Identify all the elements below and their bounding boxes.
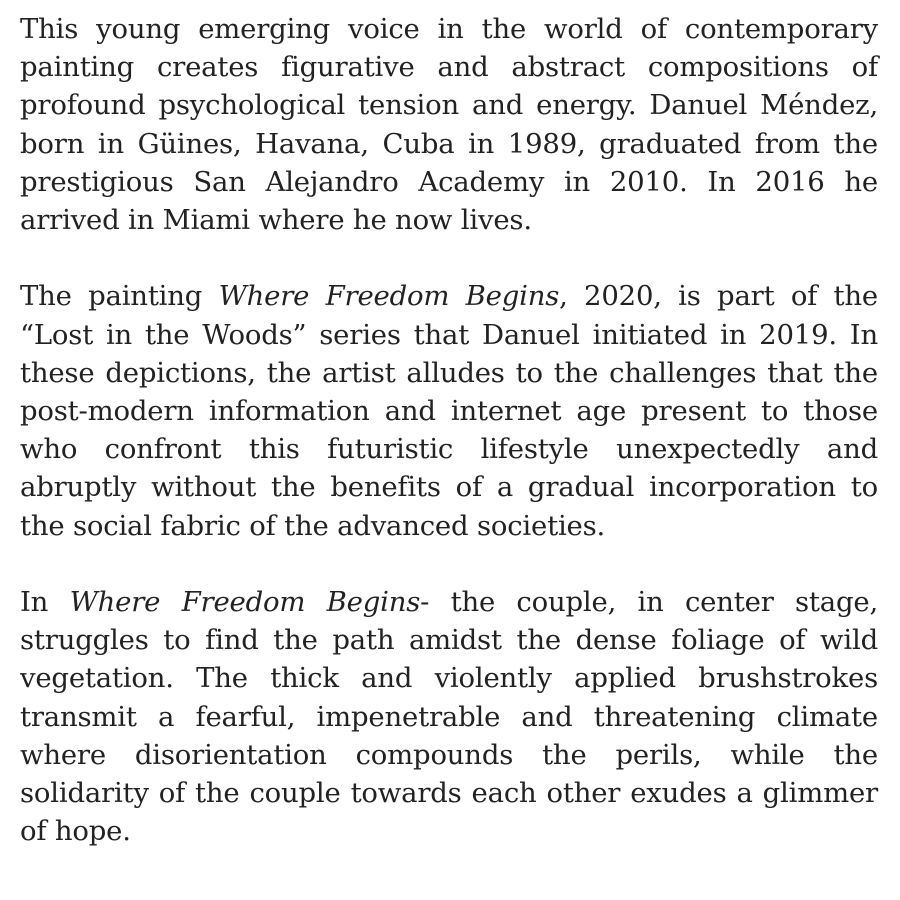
paragraph-text-after: , 2020, is part of the “Lost in the Woods” series that Danuel initiated in 2019. In these depictions, the artist alludes to the challenges that the post-modern information and internet age present to those who confront this futuristic lifestyle unexpectedly and abruptly without the benefits of a gradual incorporation to the social fabric of the advanced societies. bbox=[20, 280, 878, 542]
paragraph-series-context bbox=[20, 277, 878, 544]
paragraph-text-after: - the couple, in center stage, struggles to find the path amidst the dense foliage of wild vegetation. The thick and violently applied brushstrokes transmit a fearful, impenetrable and threatening climate where disorientation compounds the perils, while the solidarity of the couple towards each other exudes a glimmer of hope. bbox=[20, 586, 878, 848]
paragraph-text-before: The painting bbox=[20, 280, 219, 313]
paragraph-text: This young emerging voice in the world of contemporary painting creates figurative and abstract compositions of profound psychological tension and energy. Danuel Méndez, born in Güines, Havana, Cuba in 1989, graduated from the prestigious San Alejandro Academy in 2010. In 2016 he arrived in Miami where he now lives. bbox=[20, 13, 878, 237]
paragraph-artist-bio bbox=[20, 10, 878, 239]
article-body bbox=[20, 10, 878, 889]
paragraph-text-before: In bbox=[20, 586, 70, 619]
artwork-title: Where Freedom Begins bbox=[218, 280, 560, 313]
artwork-title: Where Freedom Begins bbox=[69, 586, 421, 619]
paragraph-artwork-description bbox=[20, 583, 878, 850]
